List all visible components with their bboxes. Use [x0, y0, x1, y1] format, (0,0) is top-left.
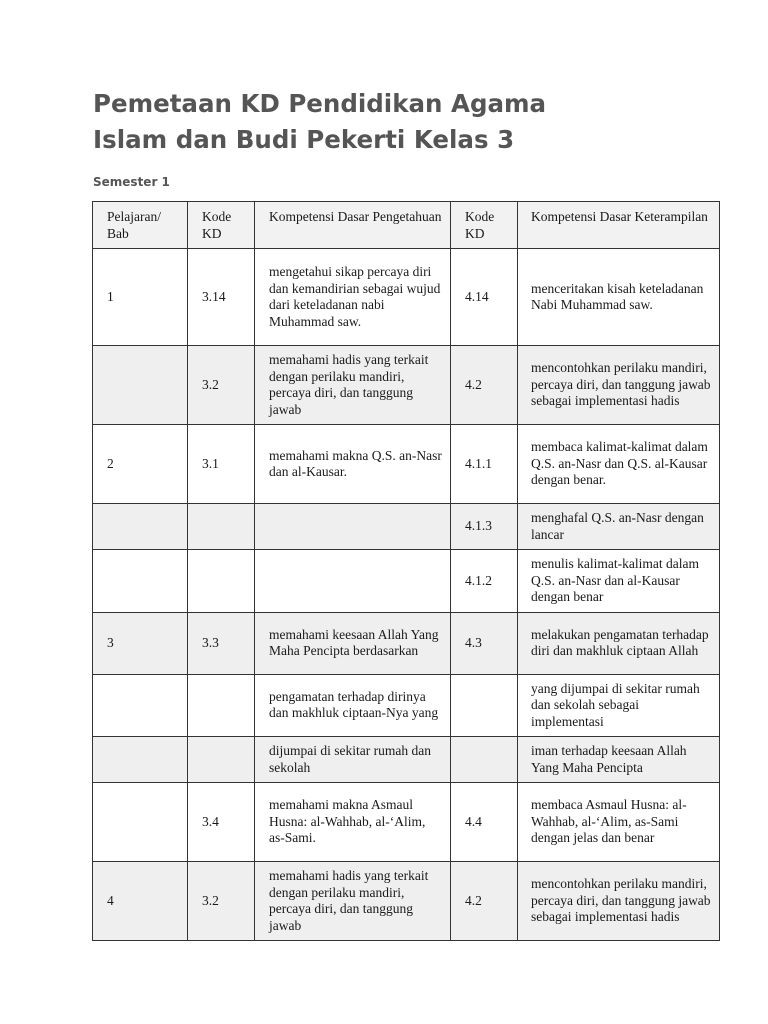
- table-row: [93, 249, 720, 346]
- table-cell: 4.14: [451, 249, 518, 346]
- table-cell: [255, 550, 451, 613]
- header-cell: Kompetensi Dasar Keterampilan: [518, 202, 720, 249]
- table-cell: [451, 737, 518, 783]
- header-cell: Kompetensi Dasar Pengetahuan: [255, 202, 451, 249]
- table-cell: mencontohkan perilaku mandiri, percaya diri, dan tanggung jawab sebagai implementasi hadis: [518, 346, 720, 425]
- table-cell: 4.1.1: [451, 425, 518, 504]
- table-row: [93, 737, 720, 783]
- table-cell: 3.4: [188, 783, 255, 862]
- table-cell: menulis kalimat-kalimat dalam Q.S. an-Nasr dan al-Kausar dengan benar: [518, 550, 720, 613]
- semester-label: Semester 1: [93, 175, 170, 189]
- header-cell: Pelajaran/ Bab: [93, 202, 188, 249]
- table-row: [93, 550, 720, 613]
- table-cell: yang dijumpai di sekitar rumah dan sekolah sebagai implementasi: [518, 674, 720, 737]
- table-cell: menghafal Q.S. an-Nasr dengan lancar: [518, 504, 720, 550]
- table-cell: memahami makna Q.S. an-Nasr dan al-Kausar.: [255, 425, 451, 504]
- table-cell: pengamatan terhadap dirinya dan makhluk ciptaan-Nya yang: [255, 674, 451, 737]
- table-cell: menceritakan kisah keteladanan Nabi Muhammad saw.: [518, 249, 720, 346]
- table-cell: iman terhadap keesaan Allah Yang Maha Pencipta: [518, 737, 720, 783]
- table-header-row: [93, 202, 720, 249]
- table-row: [93, 862, 720, 941]
- table-cell: dijumpai di sekitar rumah dan sekolah: [255, 737, 451, 783]
- table-cell: membaca kalimat-kalimat dalam Q.S. an-Nasr dan Q.S. al-Kausar dengan benar.: [518, 425, 720, 504]
- table-cell: [188, 504, 255, 550]
- table-cell: 1: [93, 249, 188, 346]
- table-cell: mencontohkan perilaku mandiri, percaya diri, dan tanggung jawab sebagai implementasi hadis: [518, 862, 720, 941]
- table-cell: mengetahui sikap percaya diri dan kemandirian sebagai wujud dari keteladanan nabi Muhammad saw.: [255, 249, 451, 346]
- title-line-1: Pemetaan KD Pendidikan Agama: [93, 89, 547, 118]
- table-cell: 3.1: [188, 425, 255, 504]
- title-line-2: Islam dan Budi Pekerti Kelas 3: [93, 125, 515, 154]
- table-row: [93, 674, 720, 737]
- table-cell: 3.2: [188, 862, 255, 941]
- table-cell: melakukan pengamatan terhadap diri dan makhluk ciptaan Allah: [518, 612, 720, 674]
- table-cell: memahami keesaan Allah Yang Maha Pencipta berdasarkan: [255, 612, 451, 674]
- table-cell: memahami hadis yang terkait dengan perilaku mandiri, percaya diri, dan tanggung jawab: [255, 346, 451, 425]
- table-cell: [93, 783, 188, 862]
- table-cell: [93, 504, 188, 550]
- table-row: [93, 783, 720, 862]
- table-cell: 3: [93, 612, 188, 674]
- table-cell: [93, 674, 188, 737]
- table-cell: 3.2: [188, 346, 255, 425]
- table-cell: [188, 674, 255, 737]
- header-cell: Kode KD: [451, 202, 518, 249]
- table-row: [93, 612, 720, 674]
- table-cell: 4.3: [451, 612, 518, 674]
- table-cell: 3.3: [188, 612, 255, 674]
- table-row: [93, 346, 720, 425]
- table-cell: [93, 737, 188, 783]
- header-cell: Kode KD: [188, 202, 255, 249]
- table-cell: [93, 550, 188, 613]
- table-row: [93, 425, 720, 504]
- page-title: [93, 86, 713, 158]
- table-cell: 4.1.2: [451, 550, 518, 613]
- table-cell: memahami hadis yang terkait dengan perilaku mandiri, percaya diri, dan tanggung jawab: [255, 862, 451, 941]
- kd-mapping-table: [92, 201, 720, 941]
- table-cell: [188, 550, 255, 613]
- table-cell: 4.2: [451, 862, 518, 941]
- table-cell: 2: [93, 425, 188, 504]
- table-cell: memahami makna Asmaul Husna: al-Wahhab, al-‘Alim, as-Sami.: [255, 783, 451, 862]
- table-cell: 4.2: [451, 346, 518, 425]
- table-cell: [451, 674, 518, 737]
- table-cell: 3.14: [188, 249, 255, 346]
- table-cell: [93, 346, 188, 425]
- table-cell: 4.4: [451, 783, 518, 862]
- table-cell: [188, 737, 255, 783]
- table-cell: 4: [93, 862, 188, 941]
- table-cell: [255, 504, 451, 550]
- table-cell: 4.1.3: [451, 504, 518, 550]
- table-row: [93, 504, 720, 550]
- table-cell: membaca Asmaul Husna: al-Wahhab, al-‘Alim, as-Sami dengan jelas dan benar: [518, 783, 720, 862]
